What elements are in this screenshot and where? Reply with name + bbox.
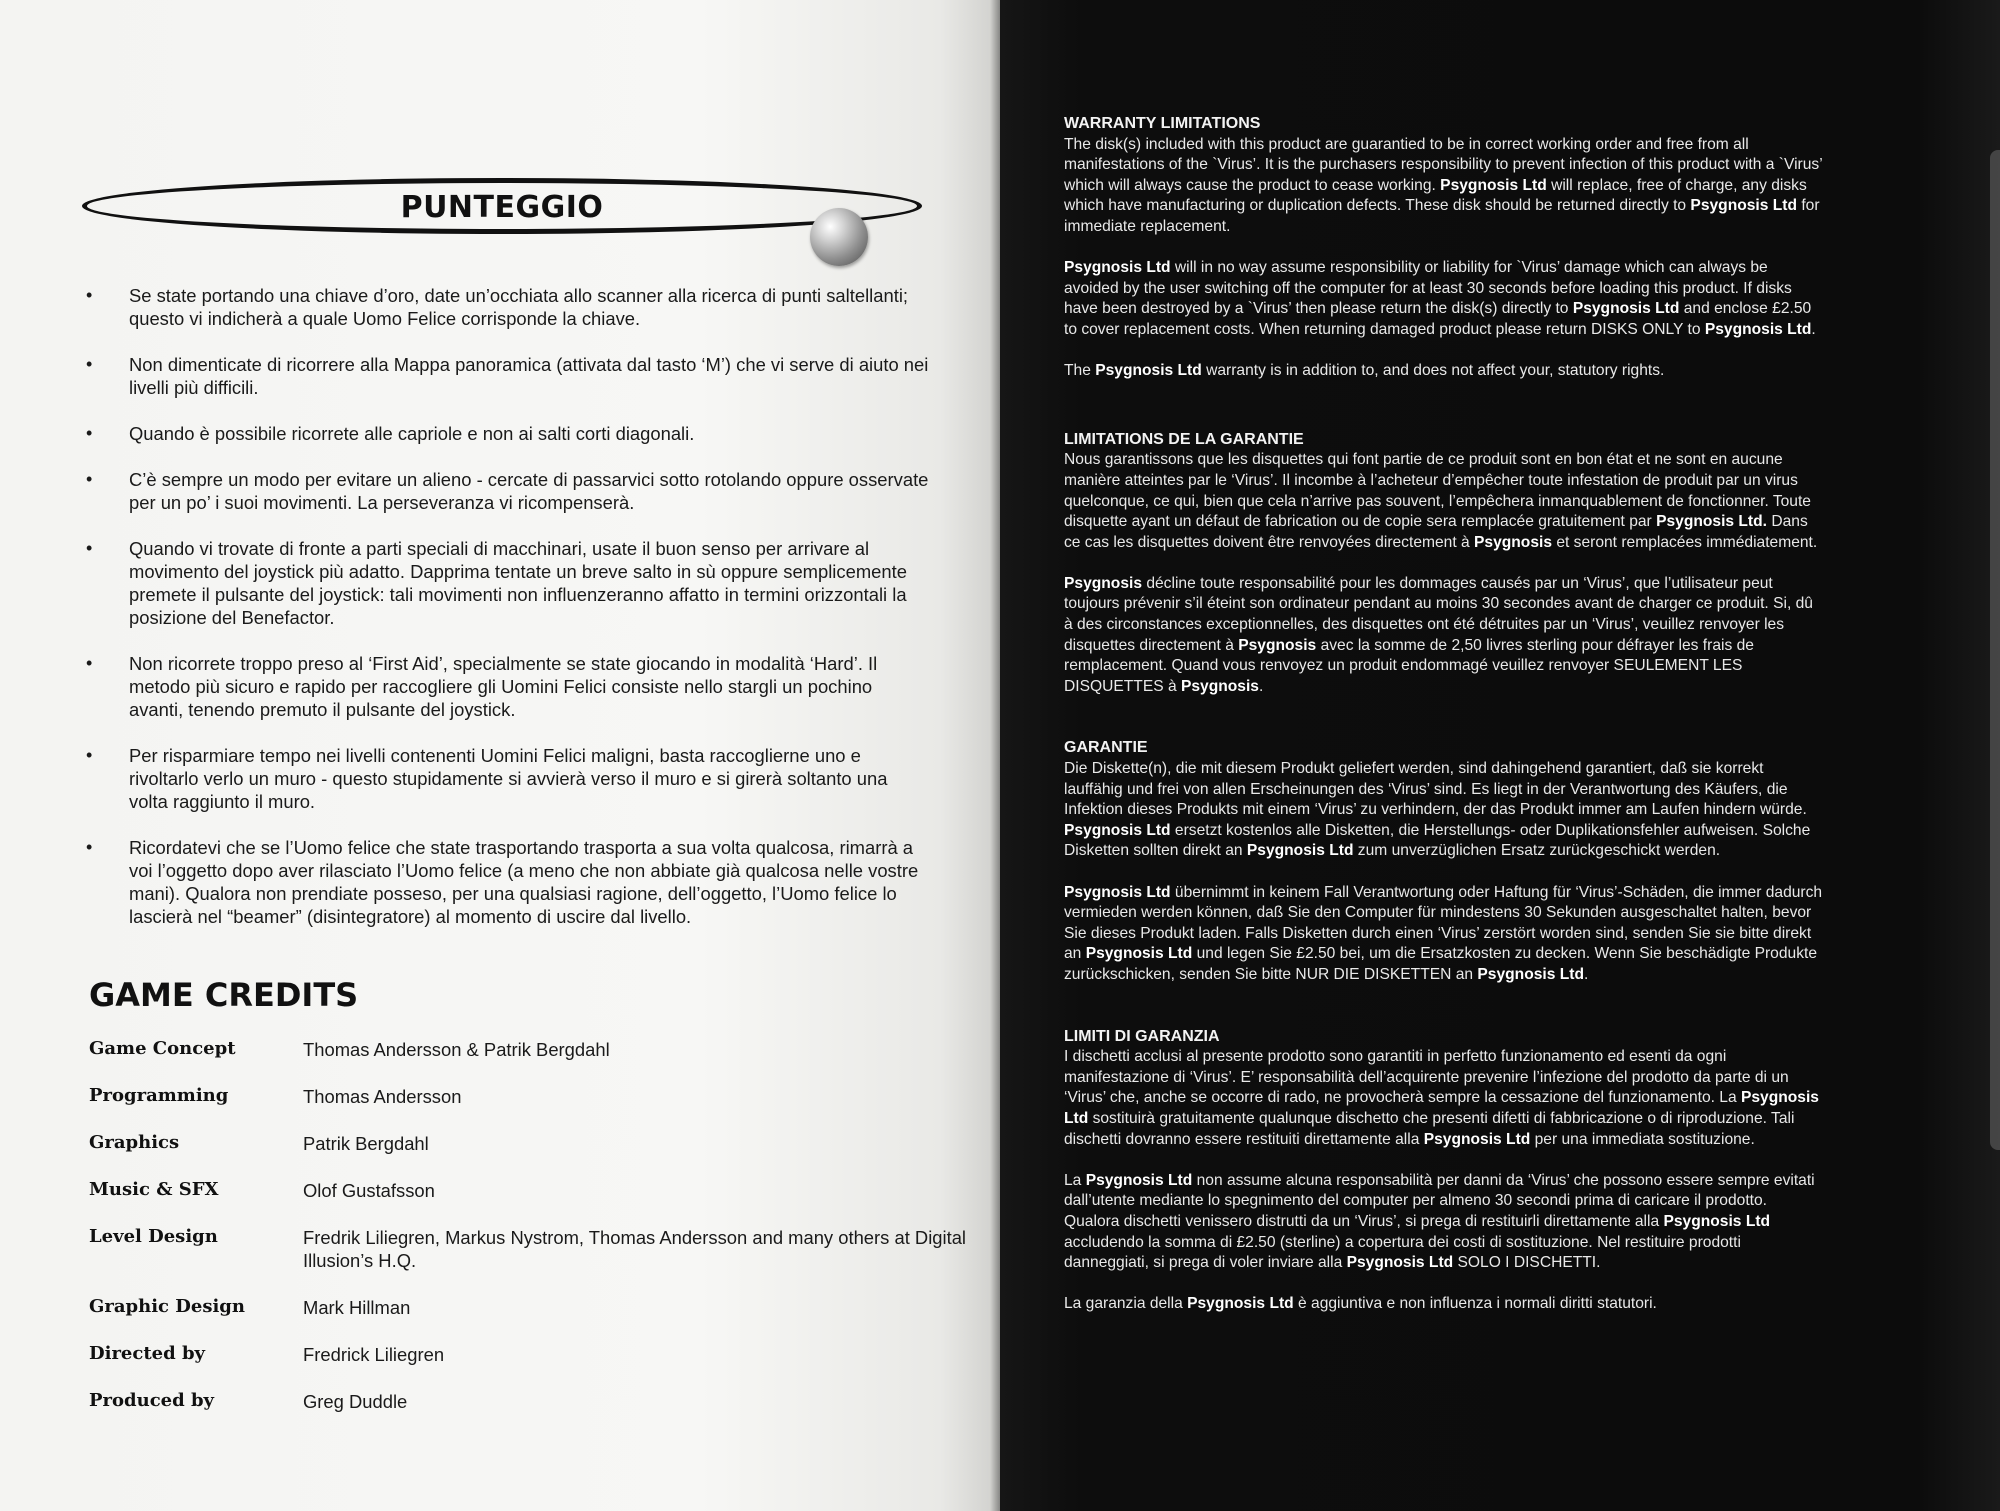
warranty-paragraph: Psygnosis Ltd übernimmt in keinem Fall Verantwortung oder Haftung für ‘Virus’-Schäden, die immer dadurch vermieden werden können, daß Sie den Computer für mindestens 30 Sekunden ausgeschaltet halten, bevor Sie dieses Produkt laden. Falls Disketten durch einen ‘Virus’ zerstört worden sind, senden Sie sie bitte direkt an Psygnosis Ltd und legen Sie £2.50 bei, um die Ersatzkosten zu decken. Wenn Sie beschädigte Produkte zurückschicken, senden Sie bitte NUR DIE DISKETTEN an Psygnosis Ltd.	[1064, 883, 1823, 983]
credit-row	[89, 1132, 939, 1179]
warranty-heading-en: WARRANTY LIMITATIONS	[1064, 115, 1261, 132]
credit-name: Fredrick Liliegren	[303, 1344, 445, 1365]
warranty-paragraph: The Psygnosis Ltd warranty is in addition to, and does not affect your, statutory rights.	[1064, 362, 1665, 380]
list-item: • Quando è possibile ricorrete alle capriole e non ai salti corti diagonali.	[86, 423, 695, 444]
credit-role: Level Design	[89, 1226, 218, 1247]
credit-row	[89, 1179, 939, 1226]
warranty-paragraph: La garanzia della Psygnosis Ltd è aggiuntiva e non influenza i normali diritti statutori.	[1064, 1295, 1657, 1313]
warranty-paragraph: The disk(s) included with this product are guarantied to be in correct working order and free from all manifestations of the `Virus’. It is the purchasers responsibility to prevent infection of this product with a `Virus’ which will always cause the product to cease working. Psygnosis Ltd will replace, free of charge, any disks which have manufacturing or duplication defects. These disk should be returned directly to Psygnosis Ltd for immediate replacement.	[1064, 135, 1823, 235]
bullet-icon: •	[86, 538, 93, 558]
warranty-heading-de: GARANTIE	[1064, 739, 1148, 757]
warranty-paragraph: Psygnosis décline toute responsabilité pour les dommages causés par un ‘Virus’, que l’utilisateur peut toujours prévenir s’il éteint son ordinateur pendant au moins 30 secondes avant de charger ce produit. Si, dû à des circonstances exceptionnelles, des disquettes ont été détruites par un ‘Virus’, veuillez renvoyer les disquettes directement à Psygnosis avec la somme de 2,50 livres sterling pour défrayer les frais de remplacement. Quand vous renvoyez un produit endommagé veuillez renvoyer SEULEMENT LES DISQUETTES à Psygnosis.	[1064, 574, 1813, 695]
credit-role: Directed by	[89, 1343, 206, 1364]
credit-name: Olof Gustafsson	[303, 1180, 435, 1201]
sphere-ornament-icon	[810, 208, 868, 266]
list-item: • C’è sempre un modo per evitare un alieno - cercate di passarvici sotto rotolando oppure osservate per un po’ i suoi movimenti. La perseveranza vi ricompenserà.	[86, 469, 929, 513]
punteggio-oval	[82, 178, 922, 234]
bullet-icon: •	[86, 285, 93, 305]
bullet-icon: •	[86, 354, 93, 374]
list-item: • Per risparmiare tempo nei livelli contenenti Uomini Felici maligni, basta raccoglierne uno e rivoltarlo verlo un muro - questo stupidamente si avvierà verso il muro e si girerà soltanto una volta raggiunto il muro.	[86, 745, 888, 812]
credit-name: Fredrik Liliegren, Markus Nystrom, Thomas Andersson and many others at Digital Illusion’s H.Q.	[303, 1227, 967, 1271]
credit-row	[89, 1390, 939, 1437]
warranty-heading-fr: LIMITATIONS DE LA GARANTIE	[1064, 430, 1304, 448]
credit-role: Music & SFX	[89, 1179, 219, 1200]
warranty-paragraph: Psygnosis Ltd will in no way assume responsibility or liability for `Virus’ damage which can always be avoided by the user switching off the computer for at least 30 seconds before loading this product. If disks have been destroyed by a `Virus’ then please return the disk(s) directly to Psygnosis Ltd and enclose £2.50 to cover replacement costs. When returning damaged product please return DISKS ONLY to Psygnosis Ltd.	[1064, 259, 1816, 338]
credit-row	[89, 1343, 939, 1390]
credit-role: Graphics	[89, 1132, 180, 1153]
list-item: • Non dimenticate di ricorrere alla Mappa panoramica (attivata dal tasto ‘M’) che vi serve di aiuto nei livelli più difficili.	[86, 354, 929, 398]
credit-role: Programming	[89, 1085, 229, 1106]
credit-name: Patrik Bergdahl	[303, 1133, 429, 1154]
bullet-icon: •	[86, 653, 93, 673]
warranty-paragraph: I dischetti acclusi al presente prodotto sono garantiti in perfetto funzionamento ed esenti da ogni manifestazione di ‘Virus’. E’ responsabilità dell’acquirente prevenire l’infezione del prodotto da parte di un ‘Virus’ che, anche se occorre di rado, ne provocherà sempre la cessazione del funzionamento. La Psygnosis Ltd sostituirà gratuitamente qualunque dischetto che presenti difetti di fabbricazione o di riproduzione. Tali dischetti dovranno essere restituiti direttamente alla Psygnosis Ltd per una immediata sostituzione.	[1064, 1048, 1819, 1148]
credit-role: Graphic Design	[89, 1296, 245, 1317]
credit-role: Produced by	[89, 1390, 215, 1411]
credit-row	[89, 1038, 939, 1085]
list-item: • Ricordatevi che se l’Uomo felice che state trasportando trasporta a sua volta qualcosa, rimarrà a voi l’oggetto dopo aver rilasciato l’Uomo felice (a meno che non abbiate già qualcosa nelle vostre mani). Qualora non prendiate posseso, per una qualsiasi ragione, dell’oggetto, l’Uomo felice lo lascierà nel “beamer” (disintegratore) al momento di uscire dal livello.	[86, 837, 919, 927]
bullet-icon: •	[86, 837, 93, 857]
tips-list	[80, 284, 930, 928]
credit-name: Thomas Andersson	[303, 1086, 462, 1107]
warranty-paragraph: Die Diskette(n), die mit diesem Produkt geliefert werden, sind dahingehend garantiert, daß sie korrekt lauffähig und frei von allen Erscheinungen des ‘Virus’ sind. Es liegt in der Verantwortung des Käufers, die Infektion dieses Produkts mit einem ‘Virus’ zu verhindern, der das Produkt immer am Laufen hindern würde. Psygnosis Ltd ersetzt kostenlos alle Disketten, die Herstellungs- oder Duplikationsfehler aufweisen. Solche Disketten sollten direkt an Psygnosis Ltd zum unverzüglichen Ersatz zurückgeschickt werden.	[1064, 760, 1811, 860]
credit-name: Greg Duddle	[303, 1391, 408, 1412]
credit-row	[89, 1085, 939, 1132]
bullet-icon: •	[86, 423, 93, 443]
right-page	[1000, 0, 2000, 1511]
credit-name: Mark Hillman	[303, 1297, 411, 1318]
list-item: • Non ricorrete troppo preso al ‘First Aid’, specialmente se state giocando in modalità ‘Hard’. Il metodo più sicuro e rapido per raccogliere gli Uomini Felici consiste nello stargli un pochino avanti, tenendo premuto il pulsante del joystick.	[86, 653, 878, 720]
list-item: • Se state portando una chiave d’oro, date un’occhiata allo scanner alla ricerca di punti saltellanti; questo vi indicherà a quale Uomo Felice corrisponde la chiave.	[86, 285, 909, 329]
game-credits-heading: GAME CREDITS	[89, 976, 359, 1014]
credit-name: Thomas Andersson & Patrik Bergdahl	[303, 1039, 610, 1060]
warranty-paragraph: La Psygnosis Ltd non assume alcuna responsabilità per danni da ‘Virus’ che possono essere sempre evitati dall’utente mediante lo spegnimento del computer per almeno 30 secondi prima di caricare il prodotto. Qualora dischetti venissero distrutti da un ‘Virus’, si prega di restituirli direttamente alla Psygnosis Ltd accludendo la somma di £2.50 (sterline) a copertura dei costi di sostituzione. Nel restituire prodotti danneggiati, si prega di voler inviare alla Psygnosis Ltd SOLO I DISCHETTI.	[1064, 1171, 1815, 1272]
credit-row	[89, 1296, 939, 1343]
credits-table	[89, 1038, 967, 1437]
bullet-icon: •	[86, 469, 93, 489]
credit-row	[89, 1226, 967, 1296]
warranty-paragraph: Nous garantissons que les disquettes qui font partie de ce produit sont en bon état et ne sont en aucune manière atteintes par le ‘Virus’. Il incombe à l’acheteur d’empêcher toute infestation de produit par un virus quelconque, ce qui, bien que cela n’arrive pas souvent, l’empêchera inmanquablement de fonctionner. Toute disquette ayant un défaut de fabrication ou de copie sera remplacée gratuitement par Psygnosis Ltd. Dans ce cas les disquettes doivent être renvoyées directement à Psygnosis et seront remplacées immédiatement.	[1064, 451, 1818, 551]
section-heading-punteggio: PUNTEGGIO	[400, 190, 604, 225]
warranty-text	[1064, 114, 1824, 1315]
bullet-icon: •	[86, 745, 93, 765]
warranty-heading-it: LIMITI DI GARANZIA	[1064, 1027, 1220, 1045]
credit-role: Game Concept	[89, 1038, 236, 1059]
list-item: • Quando vi trovate di fronte a parti speciali di macchinari, usate il buon senso per arrivare al movimento del joystick più adatto. Dapprima tentate un breve salto in sù oppure semplicemente premete il pulsante del joystick: tali movimenti non influenzeranno affatto in termini orizzontali la posizione del Benefactor.	[86, 538, 907, 628]
